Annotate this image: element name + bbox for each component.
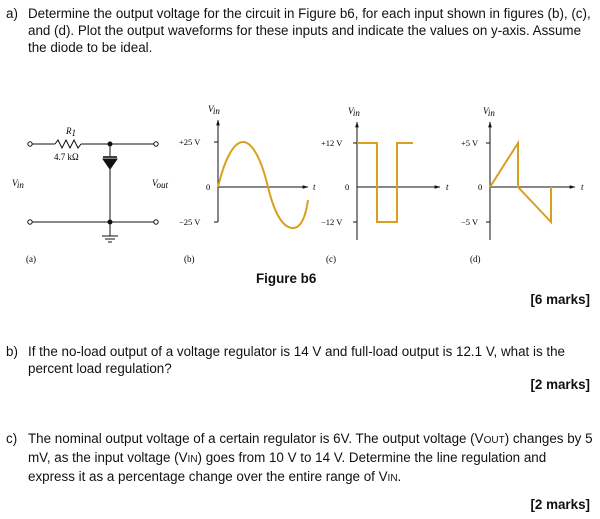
circuit-diagram [28, 140, 158, 242]
panel-d-bottom: −5 V [461, 217, 479, 227]
panel-b-top: +25 V [179, 137, 201, 147]
panel-b-zero: 0 [206, 182, 211, 192]
panel-b [179, 104, 316, 264]
panel-d-ylabel: Vin [483, 106, 495, 118]
panel-c-bottom: −12 V [321, 217, 343, 227]
panel-b-t: t [313, 182, 316, 192]
panel-d-top: +5 V [461, 138, 479, 148]
resistor-symbol [55, 140, 81, 148]
panel-c-zero: 0 [345, 182, 350, 192]
question-a-marks: [6 marks] [530, 292, 590, 307]
vin-label: Vin [12, 178, 24, 190]
question-c-marks: [2 marks] [530, 497, 590, 512]
panel-d-zero: 0 [478, 182, 483, 192]
sawtooth-waveform [490, 143, 551, 222]
question-b-text: If the no-load output of a voltage regulator is 14 V and full-load output is 12.1 V, what is the percent load regulation? [28, 344, 565, 376]
sine-waveform [218, 142, 308, 228]
question-a-text: Determine the output voltage for the circuit in Figure b6, for each input shown in figures (b), (c), and (d). Plot the output waveforms for these inputs and indicate the values on y-axis. Assume the diode to be ideal. [28, 6, 591, 55]
square-waveform [357, 143, 413, 222]
question-c-text: The nominal output voltage of a certain regulator is 6V. The output voltage (VOUT) changes by 5 mV, as the input voltage (VIN) goes from 10 V to 14 V. Determine the line regulation and express it as a percentage change over the entire range of VIN. [28, 431, 593, 484]
question-b [6, 343, 594, 379]
question-c [6, 430, 594, 484]
resistor-name: R1 [66, 126, 76, 138]
panel-c-label: (c) [326, 254, 336, 264]
question-b-label: b) [6, 344, 18, 359]
panel-c-ylabel: Vin [348, 106, 360, 118]
resistor-value: 4.7 kΩ [54, 152, 79, 162]
panel-d [461, 106, 584, 264]
ground-symbol [102, 236, 118, 242]
panel-c-t: t [446, 182, 449, 192]
panel-d-t: t [581, 182, 584, 192]
panel-c-top: +12 V [321, 138, 343, 148]
panel-b-ylabel: Vin [208, 104, 220, 116]
panel-d-label: (d) [470, 254, 481, 264]
figure-caption: Figure b6 [256, 271, 317, 286]
question-a-label: a) [6, 6, 18, 21]
vout-label: Vout [152, 178, 169, 190]
panel-b-label: (b) [184, 254, 195, 264]
panel-a-label: (a) [26, 254, 36, 264]
question-b-marks: [2 marks] [530, 377, 590, 392]
panel-b-bottom: −25 V [179, 217, 201, 227]
diode-symbol [103, 159, 117, 169]
panel-c [321, 106, 449, 264]
question-c-label: c) [6, 431, 18, 446]
